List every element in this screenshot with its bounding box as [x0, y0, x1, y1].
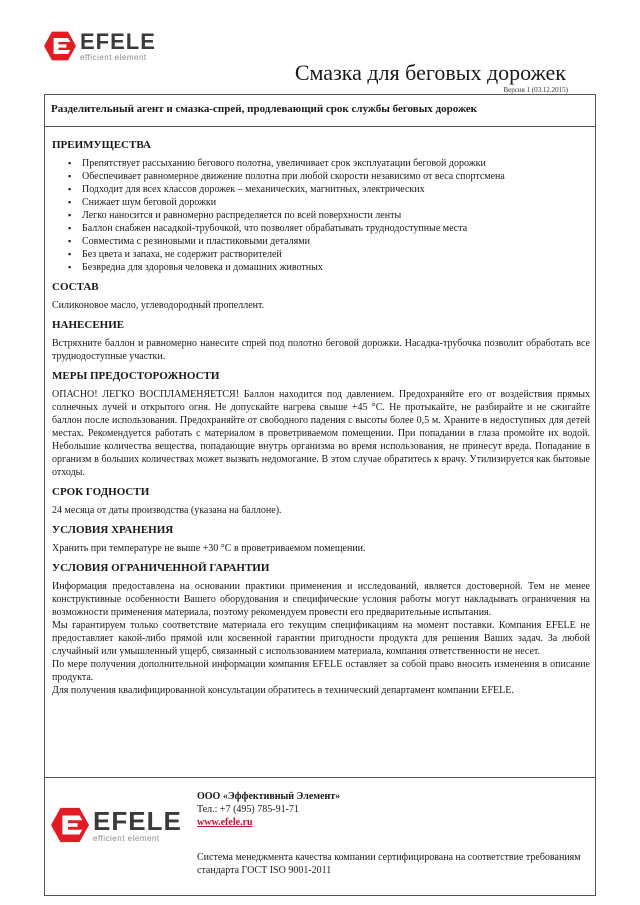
application-text: Встряхните баллон и равномерно нанесите спрей под полотно беговой дорожки. Насадка-трубочка позволит обработать все труднодоступные участки.	[52, 338, 590, 362]
list-item: ▪ Препятствует рассыханию бегового полотна, увеличивает срок эксплуатации беговой дорожки	[68, 157, 590, 170]
document-title: Смазка для беговых дорожек	[294, 60, 566, 85]
section-heading-storage: УСЛОВИЯ ХРАНЕНИЯ	[52, 524, 174, 536]
warranty-text-1: Информация предоставлена на основании практики применения и исследований, является достоверной. Тем не менее конструктивные особенности Вашего оборудования и специфические условия работы могут накладывать ограничения на возможности применения материала, поэтому рекомендуем провести его предварительные испытания.	[52, 581, 590, 618]
document-body	[52, 133, 590, 697]
section-heading-advantages: ПРЕИМУЩЕСТВА	[52, 139, 151, 151]
list-item: ▪ Баллон снабжен насадкой-трубочкой, что позволяет обрабатывать труднодоступные места	[68, 222, 590, 235]
document-frame	[44, 94, 596, 896]
document-subtitle: Разделительный агент и смазка-спрей, продлевающий срок службы беговых дорожек	[45, 95, 595, 127]
storage-text: Хранить при температуре не выше +30 °С в проветриваемом помещении.	[52, 543, 366, 554]
composition-text: Силиконовое масло, углеводородный пропеллент.	[52, 300, 265, 311]
footer-brand-tagline: efficient element	[93, 833, 160, 843]
advantages-list	[52, 157, 590, 274]
list-item: ▪ Безвредна для здоровья человека и домашних животных	[68, 261, 590, 274]
precautions-text: ОПАСНО! ЛЕГКО ВОСПЛАМЕНЯЕТСЯ! Баллон находится под давлением. Предохраняйте его от воздействия прямых солнечных лучей и открытого огня. Не допускайте нагрева свыше +45 °С. Не протыкайте, не разбирайте и не сжигайте баллон после использования. Предохраняйте от свободного падения с высоты более 0,5 м. Храните в недоступных для детей местах. Рекомендуется работать с материалом в проветриваемом помещении. При попадании в глаза промойте их водой. Небольшие количества вещества, попадающие внутрь организма во время использования, не принесут вреда. Попадание в организм в больших количествах может вызвать недомогание. В этом случае обратитесь к врачу. Утилизируется как бытовые отходы.	[52, 389, 590, 478]
website-link[interactable]: www.efele.ru	[197, 817, 253, 828]
brand-name: EFELE	[80, 28, 156, 54]
phone-number: Тел.: +7 (495) 785-91-71	[197, 804, 299, 815]
section-heading-warranty: УСЛОВИЯ ОГРАНИЧЕННОЙ ГАРАНТИИ	[52, 562, 270, 574]
section-heading-precautions: МЕРЫ ПРЕДОСТОРОЖНОСТИ	[52, 370, 220, 382]
list-item: ▪ Легко наносится и равномерно распределяется по всей поверхности ленты	[68, 209, 590, 222]
list-item: ▪ Без цвета и запаха, не содержит растворителей	[68, 248, 590, 261]
section-heading-application: НАНЕСЕНИЕ	[52, 319, 125, 331]
warranty-text-3: По мере получения дополнительной информации компания EFELE оставляет за собой право вносить изменения в описание продукта.	[52, 659, 590, 683]
contact-info	[197, 790, 595, 877]
warranty-text-2: Мы гарантируем только соответствие материала его текущим спецификациям на момент поставки. Компания EFELE не предоставляет какой-либо прямой или косвенной гарантии пригодности продукта для решения Ваших задач. За любой случайный или умышленный ущерб, связанный с использованием материала, компания ответственности не несет.	[52, 620, 590, 657]
certification-note: Система менеджмента качества компании сертифицирована на соответствие требованиям стандарта ГОСТ ISO 9001-2011	[197, 852, 581, 876]
footer-brand-logo	[51, 806, 182, 844]
list-item: ▪ Совместима с резиновыми и пластиковыми деталями	[68, 235, 590, 248]
section-heading-shelf-life: СРОК ГОДНОСТИ	[52, 486, 150, 498]
list-item: ▪ Снижает шум беговой дорожки	[68, 196, 590, 209]
list-item: ▪ Обеспечивает равномерное движение полотна при любой скорости независимо от веса спортсмена	[68, 170, 590, 183]
brand-tagline: efficient element	[80, 52, 147, 62]
document-version: Версия 1 (03.12.2015)	[503, 86, 568, 94]
document-footer	[45, 777, 595, 895]
footer-brand-name: EFELE	[93, 805, 182, 836]
efele-logo-icon	[51, 806, 89, 844]
company-name: ООО «Эффективный Элемент»	[197, 791, 341, 802]
list-item: ▪ Подходит для всех классов дорожек – механических, магнитных, электрических	[68, 183, 590, 196]
shelf-life-text: 24 месяца от даты производства (указана на баллоне).	[52, 505, 282, 516]
efele-logo-icon	[44, 30, 76, 62]
brand-logo	[44, 30, 156, 62]
section-heading-composition: СОСТАВ	[52, 281, 99, 293]
warranty-text-4: Для получения квалифицированной консультации обратитесь в технический департамент компании EFELE.	[52, 685, 514, 696]
